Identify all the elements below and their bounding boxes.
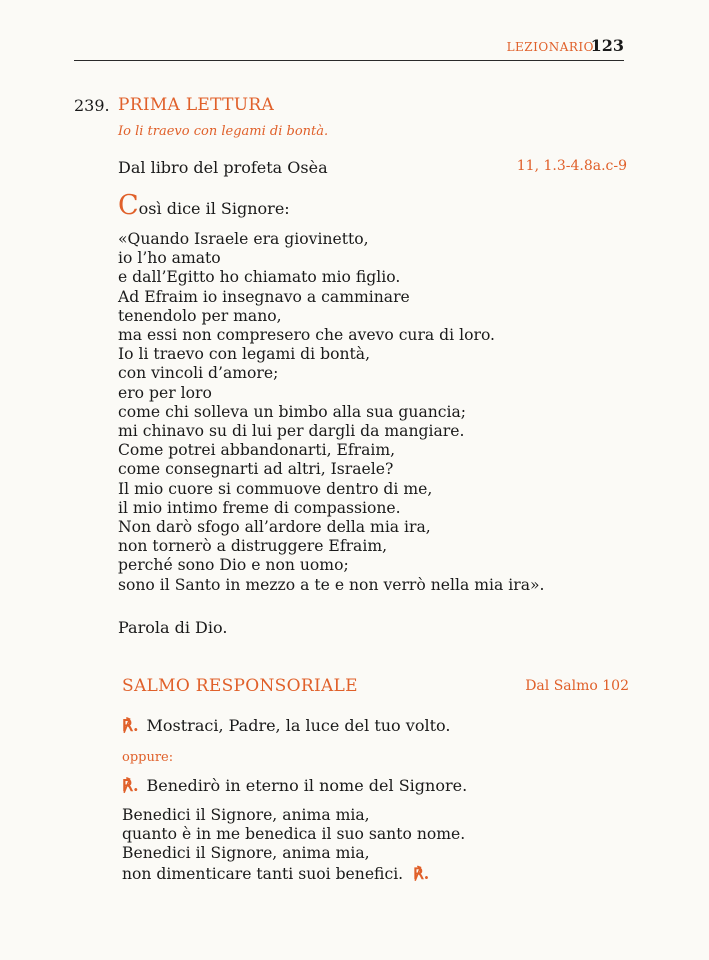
header-rule — [74, 60, 624, 61]
response-text: Mostraci, Padre, la luce del tuo volto. — [146, 716, 451, 735]
reading-line: Come potrei abbandonarti, Efraim, — [118, 441, 396, 460]
reading-number: 239. — [74, 96, 110, 115]
reading-line: Il mio cuore si commuove dentro di me, — [118, 479, 433, 498]
reading-line: come chi solleva un bimbo alla sua guancia; — [118, 402, 467, 421]
response-text: Benedirò in eterno il nome del Signore. — [146, 776, 468, 795]
oppure-label: oppure: — [122, 750, 174, 765]
psalm-line: Benedici il Signore, anima mia, — [122, 844, 370, 863]
page-number: 123 — [590, 36, 624, 55]
psalm-title: SALMO RESPONSORIALE — [122, 676, 358, 696]
reading-line: ero per loro — [118, 383, 212, 402]
reading-closing: Parola di Dio. — [118, 618, 228, 637]
reading-line: perché sono Dio e non uomo; — [118, 556, 349, 575]
reading-line: con vincoli d’amore; — [118, 364, 279, 383]
psalm-line-text: non dimenticare tanti suoi benefici. — [122, 864, 404, 883]
psalm-stanza — [122, 806, 622, 884]
psalm-line: Benedici il Signore, anima mia, — [122, 806, 370, 824]
reading-line: «Quando Israele era giovinetto, — [118, 230, 369, 248]
reading-source: Dal libro del profeta Osèa — [118, 158, 328, 177]
reading-line: sono il Santo in mezzo a te e non verrò nella mia ira». — [118, 575, 545, 594]
reading-title: PRIMA LETTURA — [118, 95, 275, 115]
reading-line: non tornerò a distruggere Efraim, — [118, 537, 388, 556]
opening-text: osì dice il Signore: — [138, 199, 290, 218]
running-head: LEZIONARIO — [506, 40, 594, 54]
response-symbol: ℟. — [413, 863, 430, 883]
reading-text — [118, 230, 638, 595]
reading-line: e dall’Egitto ho chiamato mio figlio. — [118, 268, 401, 287]
psalm-line — [122, 864, 622, 884]
reading-line: il mio intimo freme di compassione. — [118, 498, 401, 517]
reading-subtitle: Io li traevo con legami di bontà. — [118, 124, 329, 139]
reading-line: ma essi non compresero che avevo cura di loro. — [118, 326, 496, 345]
reading-line: tenendolo per mano, — [118, 306, 282, 325]
reading-opening — [118, 192, 290, 219]
reading-line: Non darò sfogo all’ardore della mia ira, — [118, 518, 431, 537]
psalm-line: quanto è in me benedica il suo santo nome. — [122, 825, 466, 844]
reading-line: come consegnarti ad altri, Israele? — [118, 460, 394, 479]
reading-line: Io li traevo con legami di bontà, — [118, 345, 371, 364]
psalm-reference: Dal Salmo 102 — [525, 678, 629, 694]
response-symbol: ℟. — [122, 776, 139, 795]
psalm-response-1 — [122, 716, 450, 735]
page-header — [74, 34, 624, 60]
reading-line: Ad Efraim io insegnavo a camminare — [118, 287, 410, 306]
reading-reference: 11, 1.3-4.8a.c-9 — [516, 158, 627, 174]
reading-line: io l’ho amato — [118, 249, 221, 268]
reading-line: mi chinavo su di lui per dargli da mangiare. — [118, 422, 465, 441]
psalm-response-2 — [122, 776, 467, 795]
drop-cap: C — [118, 190, 139, 221]
response-symbol: ℟. — [122, 716, 139, 735]
